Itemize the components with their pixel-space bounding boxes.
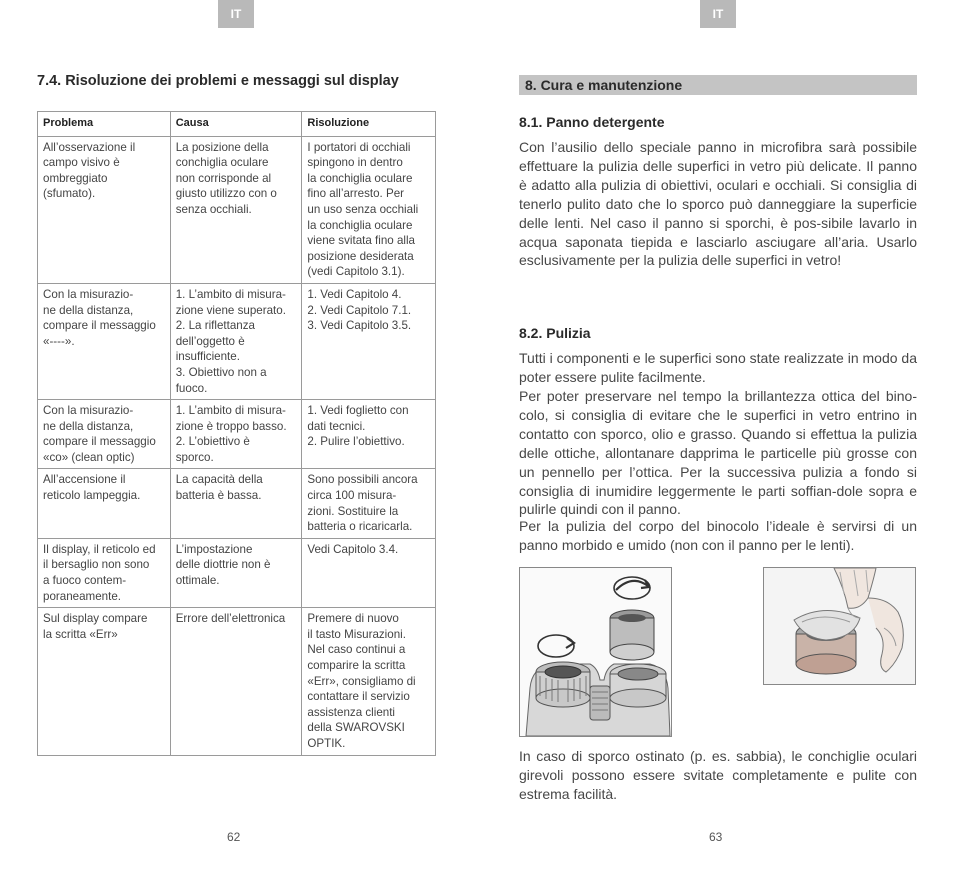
table-row [38,538,436,607]
table-row [38,400,436,469]
language-tab-right: IT [700,0,736,28]
table-row [38,608,436,755]
header-cause: Causa [170,112,302,137]
cell-solution: I portatori di occhiali spingono in dentro la conchiglia oculare fino all’arresto. Per un uso senza occhiali la conchiglia oculare viene svitata fino alla posizione desiderata (vedi Capitolo 3.1). [302,136,436,283]
table-row [38,469,436,538]
cell-cause: La capacità della batteria è bassa. [170,469,302,538]
subsection-heading-cleaning: 8.2. Pulizia [519,325,591,341]
cell-cause: Errore dell’elettronica [170,608,302,755]
cell-problem: All’osservazione il campo visivo è ombreggiato (sfumato). [38,136,171,283]
cell-problem: Con la misurazio- ne della distanza, compare il messaggio «co» (clean optic) [38,400,171,469]
troubleshooting-heading: 7.4. Risoluzione dei problemi e messaggi sul display [37,73,399,89]
language-tab-left: IT [218,0,254,28]
cell-problem: Sul display compare la scritta «Err» [38,608,171,755]
eyecup-cleaning-illustration [763,567,916,685]
paragraph-cleaning-1: Tutti i componenti e le superfici sono state realizzate in modo da poter essere pulite facilmente. [519,350,917,385]
cell-solution: Premere di nuovo il tasto Misurazioni. Nel caso continui a comparire la scritta «Err», consigliamo di contattare il servizio assistenza clienti della SWAROVSKI OPTIK. [302,608,436,755]
table-row [38,283,436,399]
cell-solution: Vedi Capitolo 3.4. [302,538,436,607]
table-header-row [38,112,436,137]
paragraph-cleaning-3: Per la pulizia del corpo del binocolo l’ideale è servirsi di un panno morbido e umido (non con il panno per le lenti). [519,518,917,553]
cell-cause: 1. L’ambito di misura- zione viene superato. 2. La riflettanza dell’oggetto è insufficiente. 3. Obiettivo non a fuoco. [170,283,302,399]
cell-problem: Il display, il reticolo ed il bersaglio non sono a fuoco contem- poraneamente. [38,538,171,607]
paragraph-cloth: Con l’ausilio dello speciale panno in microfibra sarà possibile effettuare la pulizia delle superfici in vetro più delicate. Il panno è adatto alla pulizia di obiettivi, oculari e occhiali. Si consiglia di tenerlo pulito dato che lo sporco può danneggiare la superficie delle lenti. Nel caso il panno si sporchi, è pos-sibile lavarlo in acqua saponata tiepida e lasciarlo asciugare all’aria. Usarlo esclusivamente per la pulizia delle superfici in vetro! [519,139,917,269]
cell-problem: All’accensione il reticolo lampeggia. [38,469,171,538]
header-problem: Problema [38,112,171,137]
binocular-eyecup-illustration [519,567,672,737]
section-title: 8. Cura e manutenzione [519,75,917,95]
cell-solution: 1. Vedi foglietto con dati tecnici. 2. Pulire l’obiettivo. [302,400,436,469]
cell-cause: 1. L’ambito di misura- zione è troppo basso. 2. L’obiettivo è sporco. [170,400,302,469]
table-row [38,136,436,283]
page-number-left: 62 [227,830,241,844]
header-solution: Risoluzione [302,112,436,137]
paragraph-eyecups: In caso di sporco ostinato (p. es. sabbia), le conchiglie oculari girevoli possono essere svitate completamente e pulite con estrema facilità. [519,748,917,802]
page-number-right: 63 [709,830,723,844]
cell-problem: Con la misurazio- ne della distanza, compare il messaggio «----». [38,283,171,399]
cell-cause: L’impostazione delle diottrie non è ottimale. [170,538,302,607]
cell-solution: 1. Vedi Capitolo 4. 2. Vedi Capitolo 7.1. 3. Vedi Capitolo 3.5. [302,283,436,399]
cell-solution: Sono possibili ancora circa 100 misura- zioni. Sostituire la batteria o ricaricarla. [302,469,436,538]
paragraph-cleaning-2: Per poter preservare nel tempo la brillantezza ottica del bino-colo, si consiglia di evitare che le superfici in vetro entrino in contatto con sporco, olio e grasso. Quando si effettua la pulizia delle ottiche, allontanare dapprima le particelle più grosse con un pennello per l’ottica. Per la successiva pulizia a fondo si consiglia di inumidire leggermente le parti soffian-dole sopra e pulirle quindi con il panno. [519,388,917,518]
cell-cause: La posizione della conchiglia oculare non corrisponde al giusto utilizzo con o senza occhiali. [170,136,302,283]
troubleshooting-table [37,111,436,756]
subsection-heading-cloth: 8.1. Panno detergente [519,114,665,130]
